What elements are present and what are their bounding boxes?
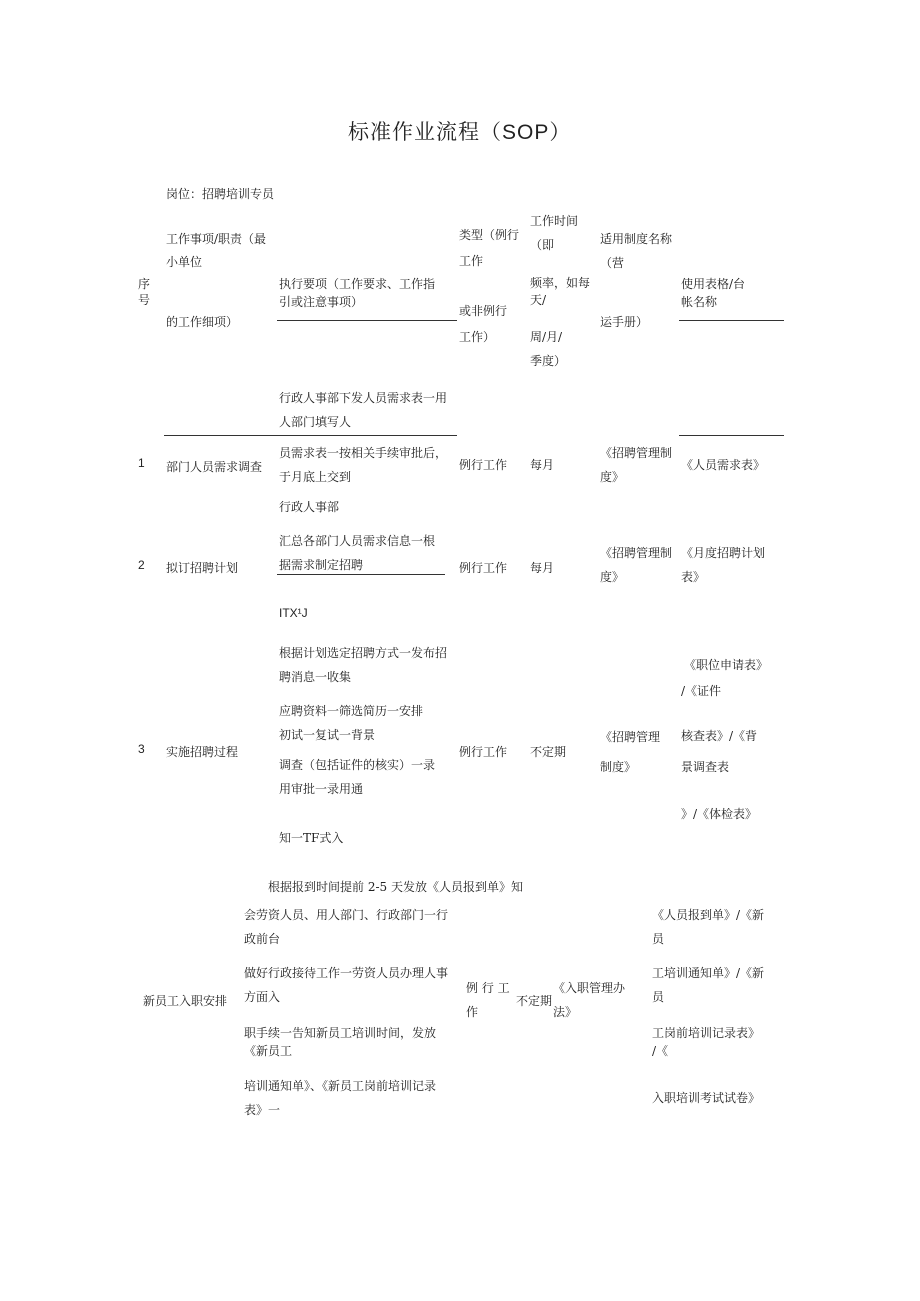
row3-item: 实施招聘过程 — [166, 745, 239, 759]
title-paren-close: ） — [549, 120, 572, 144]
row1-type: 例行工作 — [459, 458, 508, 472]
row4-policy: 《入职管理办 法》 — [553, 981, 626, 1019]
header-seq: 序 号 — [138, 277, 151, 307]
row1-time: 每月 — [530, 458, 555, 472]
header-type-line4: 工作） — [459, 330, 496, 344]
header-time-line2: （即 — [530, 238, 555, 252]
row2-time: 每月 — [530, 561, 555, 575]
header-time-line1: 工作时间 — [530, 214, 579, 228]
document-title — [348, 116, 571, 146]
header-forms: 使用表格/台 帐名称 — [681, 277, 746, 309]
header-type-line2: 工作 — [459, 254, 484, 268]
header-type-line3: 或非例行 — [459, 304, 508, 318]
header-type-line1: 类型（例行 — [459, 228, 520, 242]
row4-time: 不定期 — [516, 994, 553, 1008]
row1-seq: 1 — [138, 456, 145, 470]
row3-seq: 3 — [138, 742, 145, 756]
row4-exec-part1: 会劳资人员、用人部门、行政部门一行 政前台 — [244, 908, 449, 946]
header-time-line6: 季度） — [530, 354, 567, 368]
row1-exec-bottom: 员需求表一按相关手续审批后， 于月底上交到 — [279, 446, 448, 484]
row1-divider-left — [164, 435, 457, 436]
row3-type: 例行工作 — [459, 745, 508, 759]
header-time-line3: 频率，如每 — [530, 276, 591, 290]
row4-forms-4: 入职培训考试试卷》 — [652, 1091, 761, 1105]
row3-exec-part1: 根据计划选定招聘方式一发布招 聘消息一收集 — [279, 646, 448, 684]
row3-time: 不定期 — [530, 745, 567, 759]
row4-exec-part2: 做好行政接待工作一劳资人员办理人事 方面入 — [244, 966, 449, 1004]
header-time-line4: 天/ — [530, 293, 547, 307]
row2-exec: 汇总各部门人员需求信息一根 据需求制定招聘 — [279, 534, 436, 572]
position-label: 岗位：招聘培训专员 — [166, 187, 275, 201]
header-item-line3: 的工作细项） — [166, 315, 239, 329]
row1-forms: 《人员需求表》 — [681, 458, 766, 472]
row1-policy: 《招聘管理制 度》 — [600, 446, 673, 484]
row3-forms-3: 核查表》/《背 — [681, 729, 758, 743]
row2-exec-note: ITX¹J — [279, 606, 308, 620]
title-code: SOP — [502, 121, 550, 144]
header-forms-rule — [679, 320, 784, 321]
header-item-line2: 小单位 — [166, 255, 203, 269]
row2-seq: 2 — [138, 558, 145, 572]
row1-exec-tail: 行政人事部 — [279, 500, 340, 514]
header-policy-line2: （营 — [600, 256, 625, 270]
row4-exec-intro: 根据报到时间提前 2-5 天发放《人员报到单》知 — [268, 880, 523, 894]
row1-divider-right — [679, 435, 784, 436]
row1-item: 部门人员需求调查 — [166, 460, 263, 474]
title-paren-open: （ — [480, 120, 502, 144]
header-policy-line1: 适用制度名称 — [600, 232, 673, 246]
row4-exec-part3: 职手续一告知新员工培训时间，发放 《新员工 — [244, 1026, 437, 1058]
row3-forms-5: 》/《体检表》 — [681, 807, 758, 821]
title-main: 标准作业流程 — [348, 120, 480, 144]
row4-item: 新员工入职安排 — [143, 994, 228, 1008]
header-time-line5: 周/月/ — [530, 330, 563, 344]
row4-exec-part4: 培训通知单》、《新员工岗前培训记录 表》一 — [244, 1079, 437, 1117]
row2-item: 拟订招聘计划 — [166, 561, 239, 575]
row3-forms-4: 景调查表 — [681, 760, 730, 774]
row3-exec-part3: 调查（包括证件的核实）一录 用审批一录用通 — [279, 758, 436, 796]
header-policy-line3: 运手册） — [600, 315, 649, 329]
row2-policy: 《招聘管理制 度》 — [600, 546, 673, 584]
header-exec: 执行要项（工作要求、工作指 引或注意事项） — [279, 277, 436, 309]
row2-exec-rule — [277, 574, 445, 575]
header-item-line1: 工作事项/职责（最 — [166, 232, 267, 246]
row3-forms-1: 《职位申请表》 — [684, 658, 769, 672]
row4-forms-1: 《人员报到单》/《新 员 — [652, 908, 765, 946]
row2-type: 例行工作 — [459, 561, 508, 575]
header-exec-rule — [277, 320, 457, 321]
row3-exec-part2: 应聘资料一筛选简历一安排 初试一复试一背景 — [279, 704, 424, 742]
row1-exec-top: 行政人事部下发人员需求表一用 人部门填写人 — [279, 391, 448, 429]
row2-forms: 《月度招聘计划 表》 — [681, 546, 766, 584]
row4-forms-2: 工培训通知单》/《新 员 — [652, 966, 765, 1004]
row4-forms-3: 工岗前培训记录表》 /《 — [652, 1026, 761, 1058]
row4-type: 例 行 工 作 — [466, 981, 510, 1019]
row3-exec-tail: 知一TF式入 — [279, 831, 344, 845]
row3-policy: 《招聘管理 制度》 — [600, 730, 661, 774]
row3-forms-2: /《证件 — [681, 684, 722, 698]
